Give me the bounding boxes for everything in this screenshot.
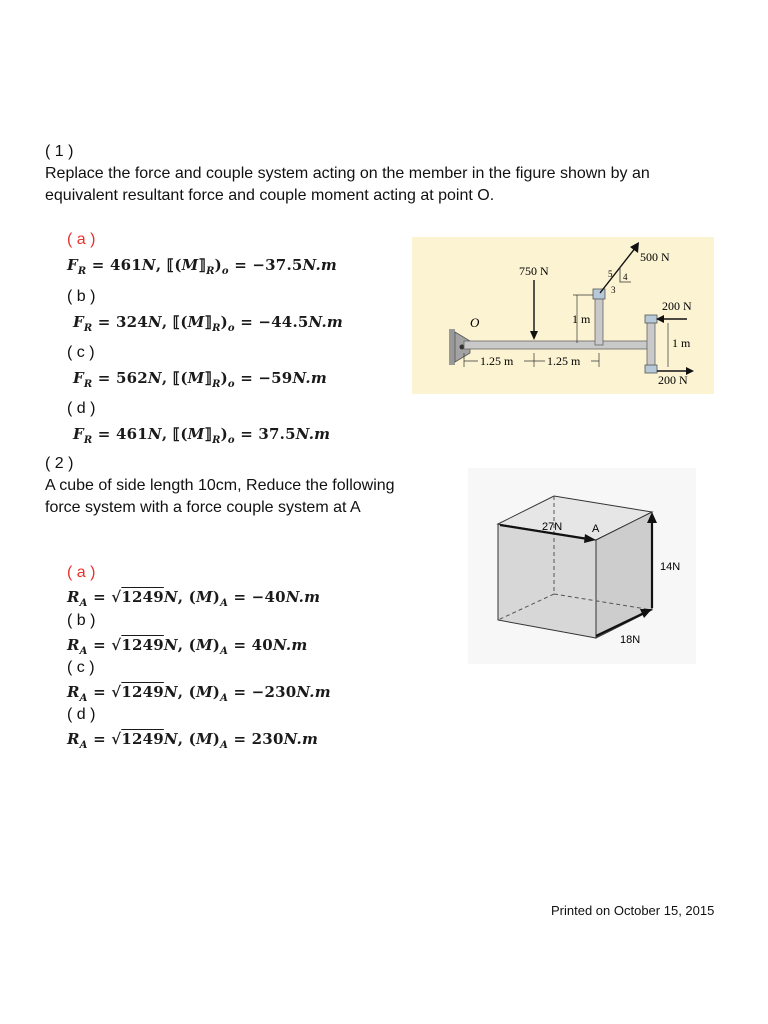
- q1-prompt-line-2: equivalent resultant force and couple moment acting at point O.: [45, 187, 495, 204]
- force-18-label: 18N: [620, 634, 641, 646]
- force-14-label: 14N: [660, 561, 681, 573]
- dim-125-b-label: 1.25 m: [547, 354, 581, 368]
- q1-option-d-label[interactable]: ( d ): [67, 400, 96, 417]
- wall-support: [449, 329, 455, 365]
- point-o-label: O: [470, 315, 480, 330]
- slope-5-label: 5: [608, 269, 613, 279]
- q1-figure: [412, 237, 714, 394]
- force-27-label: 27N: [542, 521, 563, 533]
- q2-option-d-label[interactable]: ( d ): [67, 706, 96, 723]
- dim-1m-a-label: 1 m: [572, 312, 591, 326]
- slope-4-label: 4: [623, 272, 628, 282]
- force-500-label: 500 N: [640, 250, 670, 264]
- q1-option-c-answer[interactable]: $F_R = 562N$, $⟦(M⟧_R)_o = -59N.m$: [73, 369, 327, 390]
- q1-option-d-answer[interactable]: $F_R = 461N$, $⟦(M⟧_R)_o = 37.5N.m$: [73, 425, 331, 446]
- q2-option-a-answer[interactable]: $R_A = √1249N$, $(M)_A = -40N.m$: [67, 588, 321, 609]
- q2-cube-figure: [468, 468, 696, 664]
- dim-1m-b-label: 1 m: [672, 336, 691, 350]
- q2-option-b-answer[interactable]: $R_A = √1249N$, $(M)_A = 40N.m$: [67, 636, 308, 657]
- cube-front-face: [498, 524, 596, 638]
- q2-option-c-label[interactable]: ( c ): [67, 659, 95, 676]
- post-bracket: [593, 289, 605, 299]
- dim-125-a-label: 1.25 m: [480, 354, 514, 368]
- q2-prompt-line-2: force system with a force couple system at A: [45, 499, 361, 516]
- print-date-footer: Printed on October 15, 2015: [551, 903, 715, 918]
- q1-prompt-line-1: Replace the force and couple system acting on the member in the figure shown by an: [45, 165, 650, 182]
- point-a-label: A: [592, 523, 600, 535]
- q2-number: ( 2 ): [45, 455, 74, 472]
- q2-option-b-label[interactable]: ( b ): [67, 612, 96, 629]
- q2-option-c-answer[interactable]: $R_A = √1249N$, $(M)_A = -230N.m$: [67, 683, 331, 704]
- q1-option-b-answer[interactable]: $F_R = 324N$, $⟦(M⟧_R)_o = -44.5N.m$: [73, 313, 343, 334]
- q2-option-d-answer[interactable]: $R_A = √1249N$, $(M)_A = 230N.m$: [67, 730, 319, 751]
- q1-option-b-label[interactable]: ( b ): [67, 288, 96, 305]
- q1-option-a-answer[interactable]: $F_R = 461N$, $⟦(M⟧_R)_o = -37.5N.m$: [67, 256, 337, 277]
- q1-option-a-label[interactable]: ( a ): [67, 231, 96, 248]
- right-top-bracket: [645, 315, 657, 323]
- q2-option-a-label[interactable]: ( a ): [67, 564, 96, 581]
- q1-option-c-label[interactable]: ( c ): [67, 344, 95, 361]
- right-vertical-bar: [647, 319, 655, 369]
- vertical-post: [595, 293, 603, 345]
- horizontal-member: [464, 341, 654, 349]
- force-200-bottom-label: 200 N: [658, 373, 688, 387]
- slope-3-label: 3: [611, 285, 616, 295]
- q2-prompt-line-1: A cube of side length 10cm, Reduce the following: [45, 477, 395, 494]
- right-bottom-bracket: [645, 365, 657, 373]
- q1-number: ( 1 ): [45, 143, 74, 160]
- force-200-top-label: 200 N: [662, 299, 692, 313]
- force-750-label: 750 N: [519, 264, 549, 278]
